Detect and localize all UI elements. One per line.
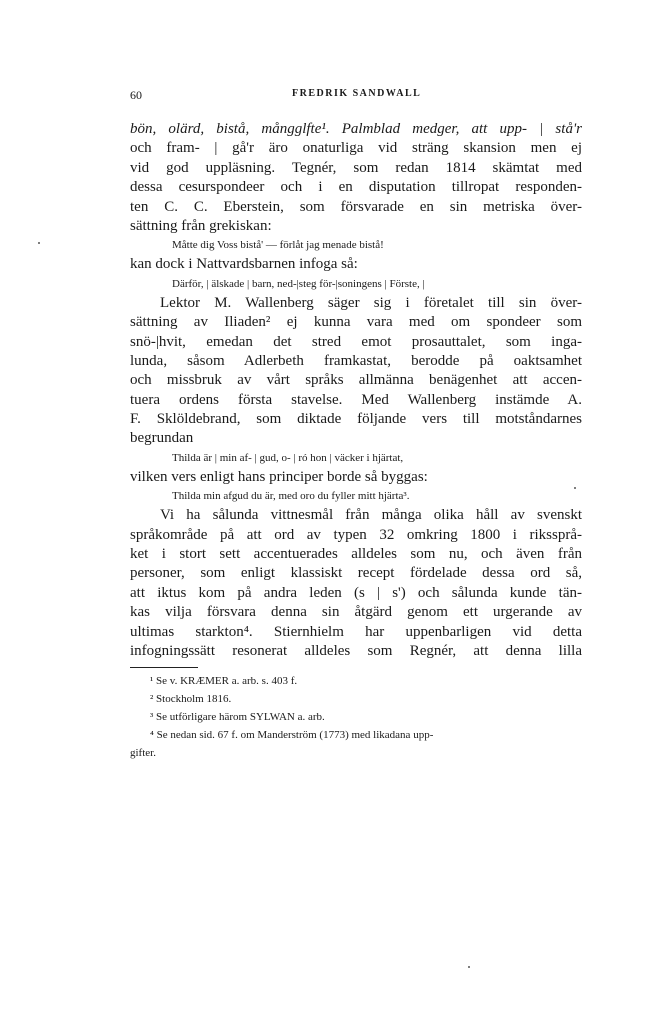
scan-speck: [574, 487, 576, 489]
book-page: [130, 88, 582, 762]
running-head: FREDRIK SANDWALL: [292, 88, 422, 99]
text-line: ket i stort sett accentuerades alldeles som nu, och även från: [130, 546, 582, 563]
text-line: personer, som enligt klassiskt recept fördelade dessa ord så,: [130, 565, 582, 582]
text-line: ultimas starkton⁴. Stiernhielm har uppenbarligen vid detta: [130, 623, 582, 640]
footnote-continuation: gifter.: [130, 747, 156, 760]
text-line: tuera ordens första stavelse. Med Wallenberg instämde A.: [130, 391, 582, 408]
text-line: kas vilja försvara denna sin åtgärd genom ett urgerande av: [130, 604, 582, 621]
text-line: bön, olärd, bistå, mångglfte¹. Palmblad medger, att upp- | stå'r: [130, 121, 582, 137]
footnote: ³ Se utförligare härom SYLWAN a. arb.: [150, 711, 325, 724]
footnote: ⁴ Se nedan sid. 67 f. om Manderström (1773) med likadana upp-: [150, 729, 434, 742]
text-line: Lektor M. Wallenberg säger sig i företalet till sin över-: [160, 294, 582, 311]
text-line: snö-|hvit, emedan det stred emot prosauttalet, som inga-: [130, 333, 582, 350]
verse-quote: Thilda min afgud du är, med oro du fyller mitt hjärta³.: [172, 490, 410, 503]
scan-speck: [38, 242, 40, 244]
text-line: vid god uppläsning. Tegnér, som redan 1814 skämtat med: [130, 159, 582, 176]
text-line: och missbruk av vårt språks allmänna benägenhet att accen-: [130, 372, 582, 389]
page-header: [130, 88, 582, 106]
text-line: Vi ha sålunda vittnesmål från många olika håll av svenskt: [160, 507, 582, 524]
text-line: kan dock i Nattvardsbarnen infoga så:: [130, 256, 358, 273]
text-line: begrundan: [130, 430, 194, 447]
text-line: sättning från grekiskan:: [130, 217, 272, 234]
text-line: sättning av Iliaden² ej kunna vara med om spondeer som: [130, 314, 582, 331]
verse-quote: Måtte dig Voss bistå' — förlåt jag menade bistå!: [172, 239, 384, 252]
text-line: lunda, såsom Adlerbeth framkastat, berodde på oaktsamhet: [130, 352, 582, 369]
text-line: F. Sklöldebrand, som diktade följande vers till motståndarnes: [130, 411, 582, 428]
footnotes: [130, 672, 582, 762]
text-line: dessa cesurspondeer och i en disputation tillropat responden-: [130, 179, 582, 196]
verse-quote: Thilda är | min af- | gud, o- | ró hon | väcker i hjärtat,: [172, 451, 404, 464]
footnote: ² Stockholm 1816.: [150, 693, 232, 706]
text-line: vilken vers enligt hans principer borde så byggas:: [130, 468, 428, 485]
text-line: infogningssätt resonerat alldeles som Regnér, att denna lilla: [130, 642, 582, 659]
page-number: 60: [130, 88, 142, 102]
body-text: [130, 120, 582, 661]
text-line: språkområde på att ord av typen 32 omkring 1800 i rikssprå-: [130, 526, 582, 543]
scan-speck: [468, 966, 470, 968]
text-line: att iktus kom på andra leden (s | s') och sålunda kunde tän-: [130, 584, 582, 601]
text-line: och fram- | gå'r äro onaturliga vid sträng skansion men ej: [130, 140, 582, 157]
footnote-divider: [130, 667, 198, 668]
verse-quote: Därför, | älskade | barn, ned-|steg för-|soningens | Förste, |: [172, 277, 425, 290]
footnote: ¹ Se v. KRÆMER a. arb. s. 403 f.: [150, 675, 298, 688]
text-line: ten C. C. Eberstein, som försvarade en sin metriska över-: [130, 198, 582, 215]
